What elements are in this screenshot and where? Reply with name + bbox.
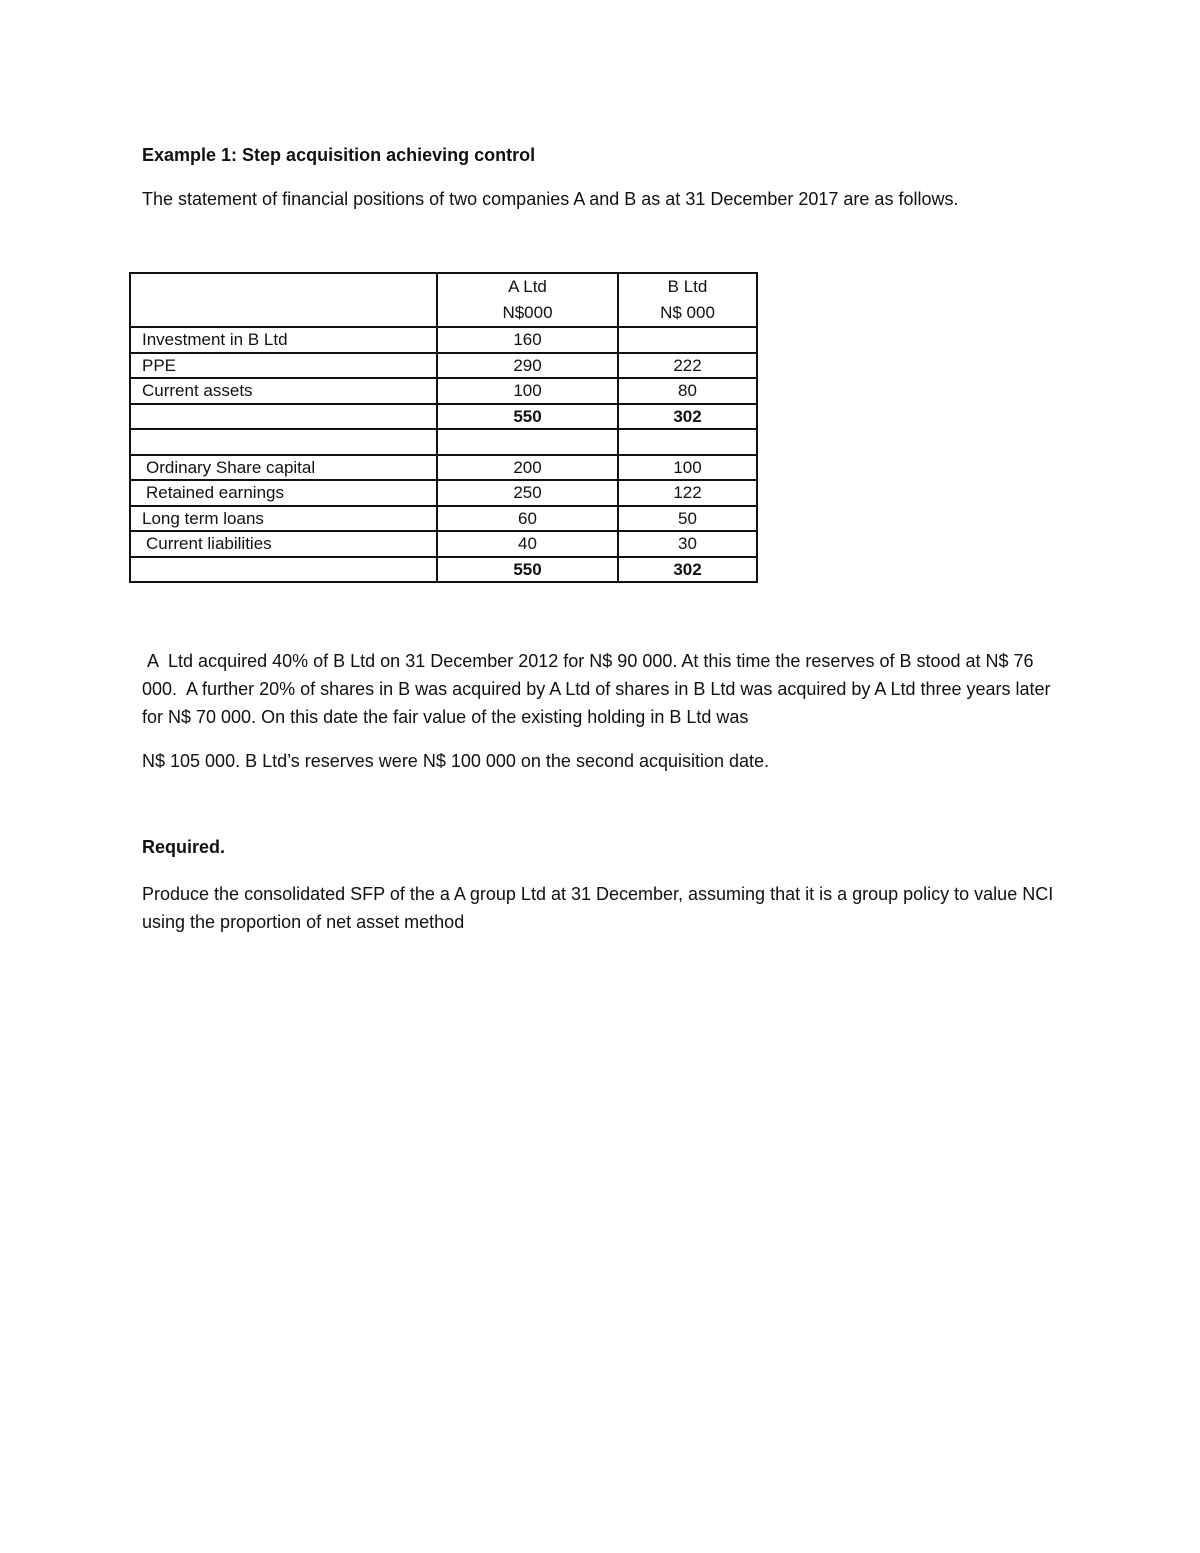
row-b-value: 100 [618,455,757,481]
header-a-unit: N$000 [502,303,553,322]
row-label [130,480,437,506]
required-heading: Required. [142,837,226,857]
row-a-value: 60 [437,506,618,532]
header-label-cell [130,273,437,327]
row-a-total: 550 [437,404,618,430]
table-row [130,455,757,481]
table-row [130,327,757,353]
row-label-text: Current liabilities [146,534,272,554]
row-label-text: Retained earnings [146,483,284,503]
intro-text: The statement of financial positions of two companies A and B as at 31 December 2017 are as follows. [142,189,959,209]
row-label: PPE [130,353,437,379]
table-row-total [130,404,757,430]
header-b-name: B Ltd [667,277,708,296]
table-header-row [130,273,757,327]
acquisition-paragraph: A Ltd acquired 40% of B Ltd on 31 December 2012 for N$ 90 000. At this time the reserves of B stood at N$ 76 000. A further 20% of shares in B was acquired by A Ltd of shares in B Ltd was acquired by A Ltd three years later for N$ 70 000. On this date the fair value of the existing holding in B Ltd was [142,651,1056,727]
row-label: Investment in B Ltd [130,327,437,353]
row-a-value: 40 [437,531,618,557]
row-b-value: 30 [618,531,757,557]
header-b-unit: N$ 000 [660,303,715,322]
financial-position-table [129,272,758,583]
row-b-value: 122 [618,480,757,506]
row-a-value: 250 [437,480,618,506]
row-a-value: 290 [437,353,618,379]
reserves-paragraph: N$ 105 000. B Ltd’s reserves were N$ 100 000 on the second acquisition date. [142,751,770,771]
header-b-ltd [618,273,757,327]
required-instruction: Produce the consolidated SFP of the a A group Ltd at 31 December, assuming that it is a group policy to value NCI using the proportion of net asset method [142,884,1054,932]
row-b-total: 302 [618,404,757,430]
row-b-value [618,429,757,455]
table-row-total [130,557,757,583]
row-label: Long term loans [130,506,437,532]
header-a-name: A Ltd [508,277,547,296]
table-row [130,353,757,379]
row-label [130,429,437,455]
table-row [130,480,757,506]
row-b-value: 222 [618,353,757,379]
row-label [130,531,437,557]
table-row [130,531,757,557]
row-b-value: 50 [618,506,757,532]
row-b-value: 80 [618,378,757,404]
header-a-ltd [437,273,618,327]
table-row-blank [130,429,757,455]
row-label [130,455,437,481]
example-heading: Example 1: Step acquisition achieving control [142,145,536,165]
table-row [130,506,757,532]
row-label-text: Ordinary Share capital [146,457,316,477]
row-label [130,557,437,583]
row-b-total: 302 [618,557,757,583]
row-label: Current assets [130,378,437,404]
row-a-value: 100 [437,378,618,404]
row-a-value: 200 [437,455,618,481]
row-a-total: 550 [437,557,618,583]
row-b-value [618,327,757,353]
row-label [130,404,437,430]
table-row [130,378,757,404]
row-a-value: 160 [437,327,618,353]
row-a-value [437,429,618,455]
